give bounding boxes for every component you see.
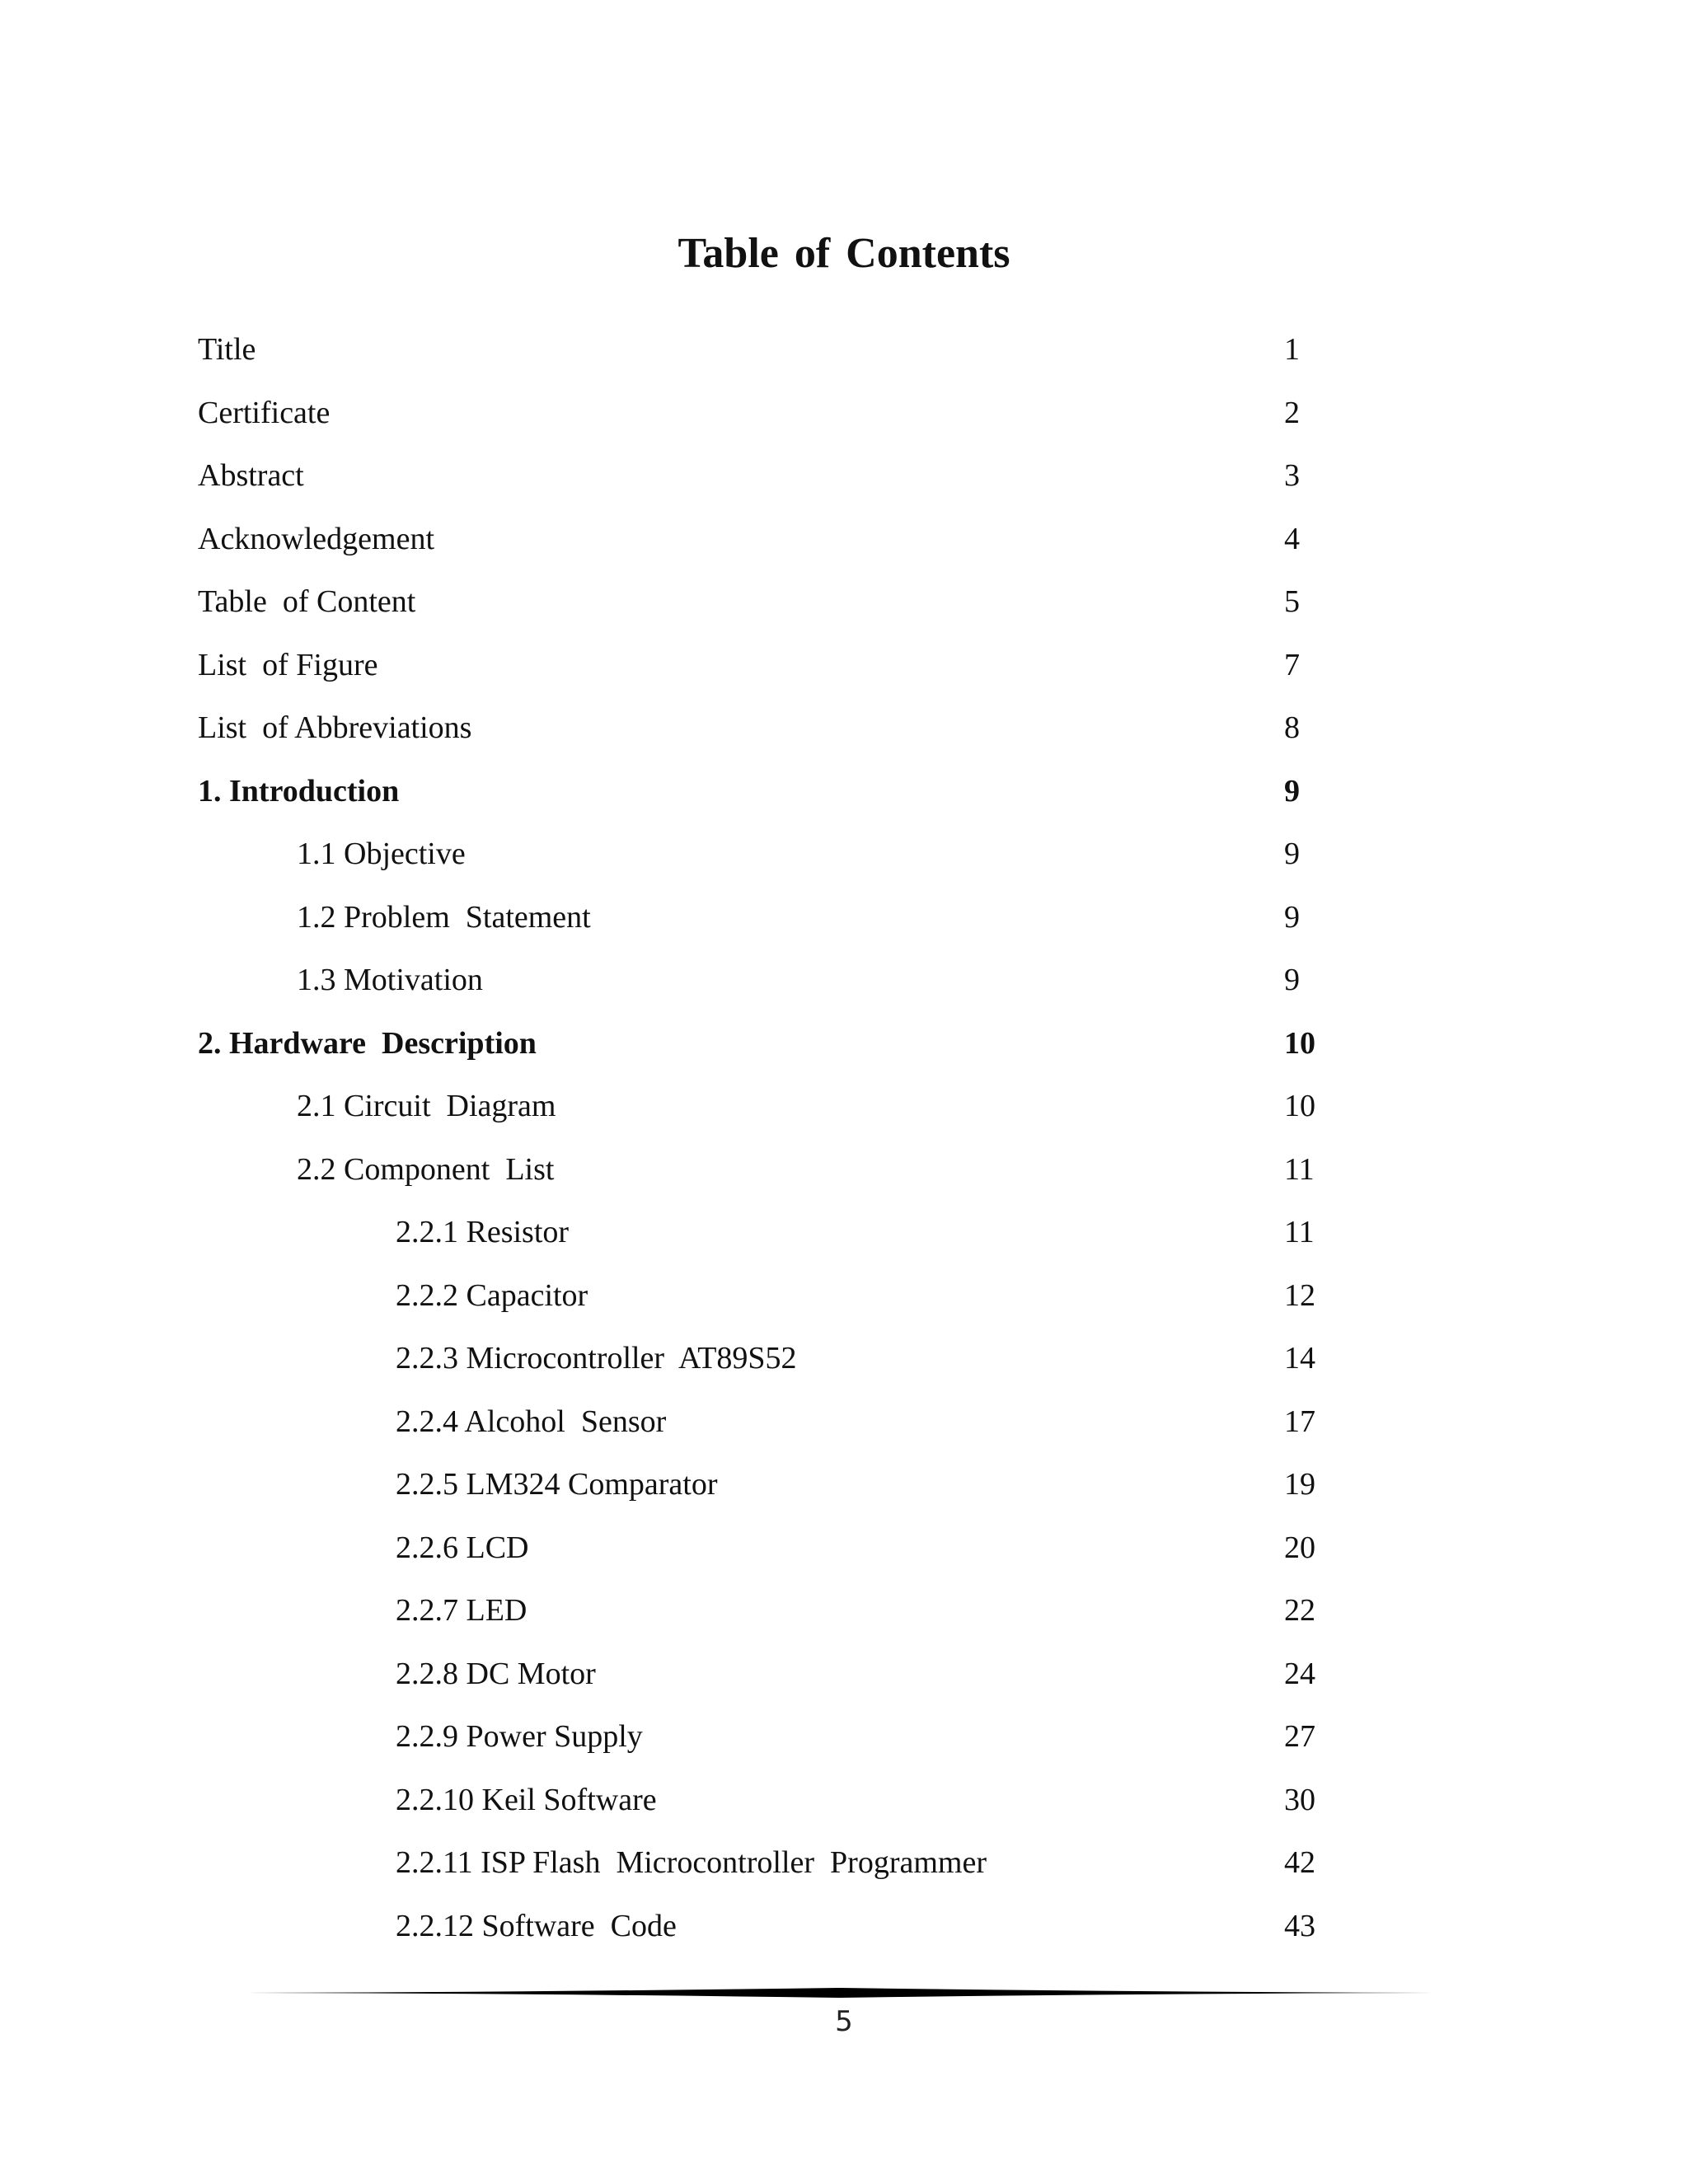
toc-entry-page-number: 20 bbox=[1284, 1530, 1315, 1565]
toc-entry bbox=[198, 1201, 1352, 1264]
toc-entry-page-number: 1 bbox=[1284, 332, 1300, 367]
toc-entry bbox=[198, 1138, 1352, 1202]
toc-entry bbox=[198, 508, 1352, 571]
toc-entry-label: List of Figure bbox=[198, 647, 378, 682]
toc-entry-page-number: 11 bbox=[1284, 1151, 1315, 1187]
toc-entry bbox=[198, 1264, 1352, 1328]
toc-entry-label: 2.2.1 Resistor bbox=[396, 1215, 570, 1249]
toc-entry-page-number: 14 bbox=[1284, 1341, 1315, 1376]
toc-entry-label: 2.2.12 Software Code bbox=[396, 1908, 677, 1943]
table-of-contents bbox=[198, 318, 1352, 1957]
toc-entry-label: 2.2 Component List bbox=[297, 1151, 555, 1187]
toc-entry bbox=[198, 570, 1352, 634]
toc-entry-page-number: 3 bbox=[1284, 458, 1300, 493]
toc-entry-label: 2.2.3 Microcontroller AT89S52 bbox=[396, 1341, 797, 1376]
toc-entry-page-number: 10 bbox=[1284, 1089, 1315, 1123]
toc-entry bbox=[198, 760, 1352, 823]
toc-entry-page-number: 10 bbox=[1284, 1025, 1315, 1061]
toc-entry-page-number: 19 bbox=[1284, 1467, 1315, 1502]
toc-entry bbox=[198, 1327, 1352, 1390]
toc-entry-page-number: 43 bbox=[1284, 1908, 1315, 1943]
toc-entry bbox=[198, 823, 1352, 886]
toc-entry-label: 2.2.9 Power Supply bbox=[396, 1719, 643, 1754]
toc-entry-page-number: 9 bbox=[1284, 773, 1300, 808]
toc-entry-page-number: 8 bbox=[1284, 710, 1300, 745]
toc-entry-label: 1.2 Problem Statement bbox=[297, 899, 591, 935]
toc-entry-label: Acknowledgement bbox=[198, 521, 435, 556]
toc-entry-page-number: 17 bbox=[1284, 1404, 1315, 1439]
toc-entry-page-number: 27 bbox=[1284, 1719, 1315, 1754]
toc-entry-page-number: 9 bbox=[1284, 899, 1300, 935]
toc-entry bbox=[198, 444, 1352, 508]
footer-divider bbox=[247, 1985, 1434, 2001]
toc-entry-label: 2.2.4 Alcohol Sensor bbox=[396, 1404, 667, 1439]
toc-entry bbox=[198, 1390, 1352, 1454]
toc-entry bbox=[198, 1895, 1352, 1958]
toc-entry bbox=[198, 1643, 1352, 1706]
toc-entry-label: 2.2.7 LED bbox=[396, 1593, 528, 1628]
toc-entry-page-number: 4 bbox=[1284, 521, 1300, 556]
toc-entry-label: 1.1 Objective bbox=[297, 837, 466, 871]
toc-entry-label: Abstract bbox=[198, 458, 304, 493]
toc-entry-label: 2.2.8 DC Motor bbox=[396, 1656, 596, 1691]
toc-entry-label: 2.2.5 LM324 Comparator bbox=[396, 1467, 718, 1502]
toc-entry bbox=[198, 886, 1352, 949]
toc-entry bbox=[198, 1516, 1352, 1580]
toc-entry-label: 2.2.10 Keil Software bbox=[396, 1782, 657, 1817]
toc-entry-label: List of Abbreviations bbox=[198, 710, 472, 745]
toc-entry-label: 2.2.2 Capacitor bbox=[396, 1277, 588, 1313]
toc-entry-label: 2. Hardware Description bbox=[198, 1025, 537, 1061]
toc-entry-label: 1. Introduction bbox=[198, 773, 400, 808]
toc-entry-page-number: 9 bbox=[1284, 963, 1300, 997]
toc-entry bbox=[198, 634, 1352, 697]
toc-entry-page-number: 5 bbox=[1284, 584, 1300, 619]
toc-entry bbox=[198, 1012, 1352, 1076]
toc-entry-page-number: 24 bbox=[1284, 1656, 1315, 1691]
toc-entry bbox=[198, 1075, 1352, 1138]
toc-entry-page-number: 22 bbox=[1284, 1593, 1315, 1628]
toc-entry-label: Title bbox=[198, 332, 256, 367]
toc-entry bbox=[198, 382, 1352, 445]
toc-entry-label: 1.3 Motivation bbox=[297, 963, 483, 997]
toc-entry-page-number: 2 bbox=[1284, 395, 1300, 430]
toc-entry-label: 2.2.6 LCD bbox=[396, 1530, 529, 1565]
toc-entry-page-number: 9 bbox=[1284, 837, 1300, 871]
toc-entry-label: 2.2.11 ISP Flash Microcontroller Programmer bbox=[396, 1845, 987, 1880]
toc-entry-label: Table of Content bbox=[198, 584, 416, 619]
page-number: 5 bbox=[835, 2005, 853, 2038]
toc-entry bbox=[198, 318, 1352, 382]
toc-entry-page-number: 30 bbox=[1284, 1782, 1315, 1817]
toc-entry bbox=[198, 1705, 1352, 1769]
toc-entry bbox=[198, 696, 1352, 760]
toc-entry bbox=[198, 1769, 1352, 1832]
toc-entry-page-number: 12 bbox=[1284, 1277, 1315, 1313]
toc-entry-page-number: 11 bbox=[1284, 1215, 1315, 1249]
page-title: Table of Contents bbox=[678, 229, 1010, 277]
toc-entry bbox=[198, 1831, 1352, 1895]
toc-entry bbox=[198, 949, 1352, 1012]
toc-entry-page-number: 7 bbox=[1284, 647, 1300, 682]
toc-entry-page-number: 42 bbox=[1284, 1845, 1315, 1880]
toc-entry-label: Certificate bbox=[198, 395, 331, 430]
toc-entry bbox=[198, 1453, 1352, 1516]
toc-entry bbox=[198, 1579, 1352, 1643]
toc-entry-label: 2.1 Circuit Diagram bbox=[297, 1089, 556, 1123]
